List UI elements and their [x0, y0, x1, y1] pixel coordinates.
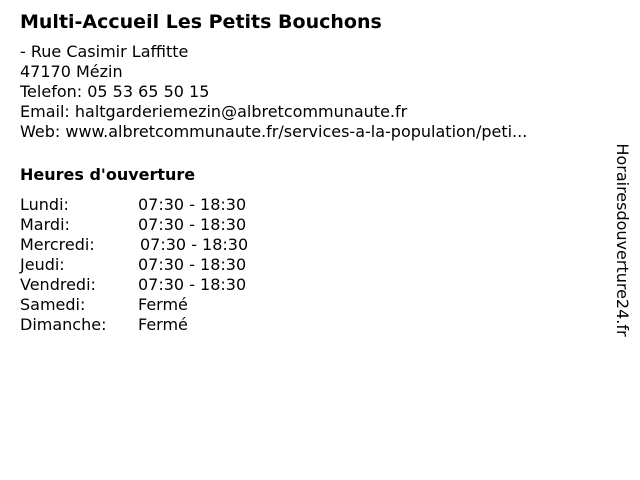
web-line: Web: www.albretcommunaute.fr/services-a-la-population/peti... [20, 122, 528, 141]
hours-row-saturday [20, 295, 600, 315]
street-address: - Rue Casimir Laffitte [20, 42, 189, 61]
time-value: 07:30 - 18:30 [138, 215, 247, 234]
section-spacer [20, 142, 600, 162]
day-label: Lundi: [20, 195, 69, 214]
day-label: Vendredi: [20, 275, 96, 294]
day-label: Jeudi: [20, 255, 65, 274]
hours-row-friday [20, 275, 600, 295]
time-value: 07:30 - 18:30 [138, 195, 247, 214]
time-value: 07:30 - 18:30 [138, 255, 247, 274]
site-watermark: Horairesdouverture24.fr [613, 143, 632, 337]
time-value: Fermé [138, 295, 188, 314]
business-title: Multi-Accueil Les Petits Bouchons [20, 11, 382, 33]
time-value: Fermé [138, 315, 188, 334]
business-card [20, 10, 600, 335]
time-value: 07:30 - 18:30 [138, 275, 247, 294]
email-line: Email: haltgarderiemezin@albretcommunaute.fr [20, 102, 408, 121]
hours-row-thursday [20, 255, 600, 275]
hours-row-monday [20, 195, 600, 215]
day-label: Mercredi: [20, 235, 95, 254]
day-label: Dimanche: [20, 315, 107, 334]
phone-line: Telefon: 05 53 65 50 15 [20, 82, 210, 101]
opening-hours-table [20, 195, 600, 335]
opening-hours-heading: Heures d'ouverture [20, 165, 196, 184]
city-address: 47170 Mézin [20, 62, 123, 81]
day-label: Mardi: [20, 215, 70, 234]
hours-row-wednesday [20, 235, 600, 255]
day-label: Samedi: [20, 295, 86, 314]
time-value: 07:30 - 18:30 [140, 235, 249, 254]
hours-row-tuesday [20, 215, 600, 235]
hours-row-sunday [20, 315, 600, 335]
